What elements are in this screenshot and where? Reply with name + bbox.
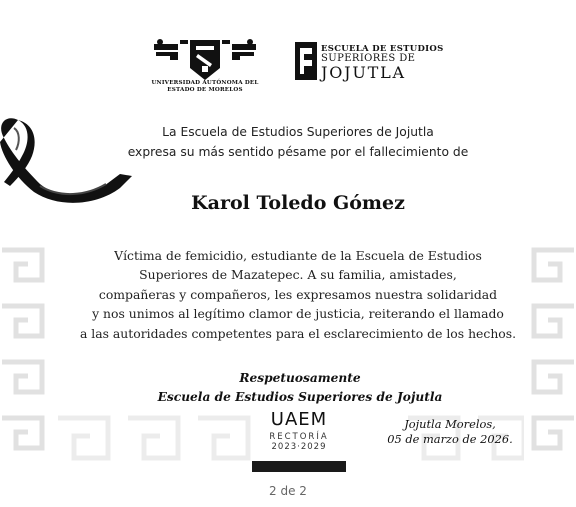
uaem-caption-line2: ESTADO DE MORELOS xyxy=(167,87,243,93)
body-line5: a las autoridades competentes para el esclarecimiento de los hechos. xyxy=(79,325,517,341)
closing-line2: Escuela de Estudios Superiores de Jojutla xyxy=(157,390,443,404)
greca-pattern-left xyxy=(0,240,64,472)
closing-signature xyxy=(150,369,450,407)
eesj-line3: JOJUTLA xyxy=(321,63,406,82)
place-date xyxy=(380,417,520,447)
eesj-line2: SUPERIORES DE xyxy=(321,53,416,64)
body-line3: compañeras y compañeros, les expresamos nuestra solidaridad xyxy=(98,286,498,302)
rectoria-logo xyxy=(262,410,336,458)
body-line2: Superiores de Mazatepec. A su familia, amistades, xyxy=(139,267,457,283)
intro-line1: La Escuela de Estudios Superiores de Jojutla xyxy=(162,125,434,139)
body-line4: y nos unimos al legítimo clamor de justicia, reiterando el llamado xyxy=(92,306,504,322)
intro-text xyxy=(100,122,496,162)
page-indicator: 2 de 2 xyxy=(269,484,307,498)
uaem-caption-line1: UNIVERSIDAD AUTÓNOMA DEL xyxy=(151,80,259,86)
rectoria-label: RECTORÍA xyxy=(269,432,329,442)
eesj-line1: ESCUELA DE ESTUDIOS xyxy=(321,44,444,54)
body-line1: Víctima de femicidio, estudiante de la Escuela de Estudios xyxy=(114,248,482,263)
closing-line1: Respetuosamente xyxy=(239,371,361,385)
deceased-name: Karol Toledo Gómez xyxy=(191,192,405,214)
header-logos xyxy=(0,28,576,98)
place-line: Jojutla Morelos, xyxy=(404,417,496,431)
eesj-logo xyxy=(295,42,444,82)
footer-bar xyxy=(252,461,346,472)
condolence-body xyxy=(60,246,536,343)
intro-line2: expresa su más sentido pésame por el fallecimiento de xyxy=(127,145,469,159)
rectoria-brand: UAEM xyxy=(270,409,328,430)
date-line: 05 de marzo de 2026. xyxy=(387,432,513,446)
uaem-caption xyxy=(150,80,260,94)
rectoria-years: 2023·2029 xyxy=(271,442,327,452)
eesj-mark-icon xyxy=(295,42,317,80)
